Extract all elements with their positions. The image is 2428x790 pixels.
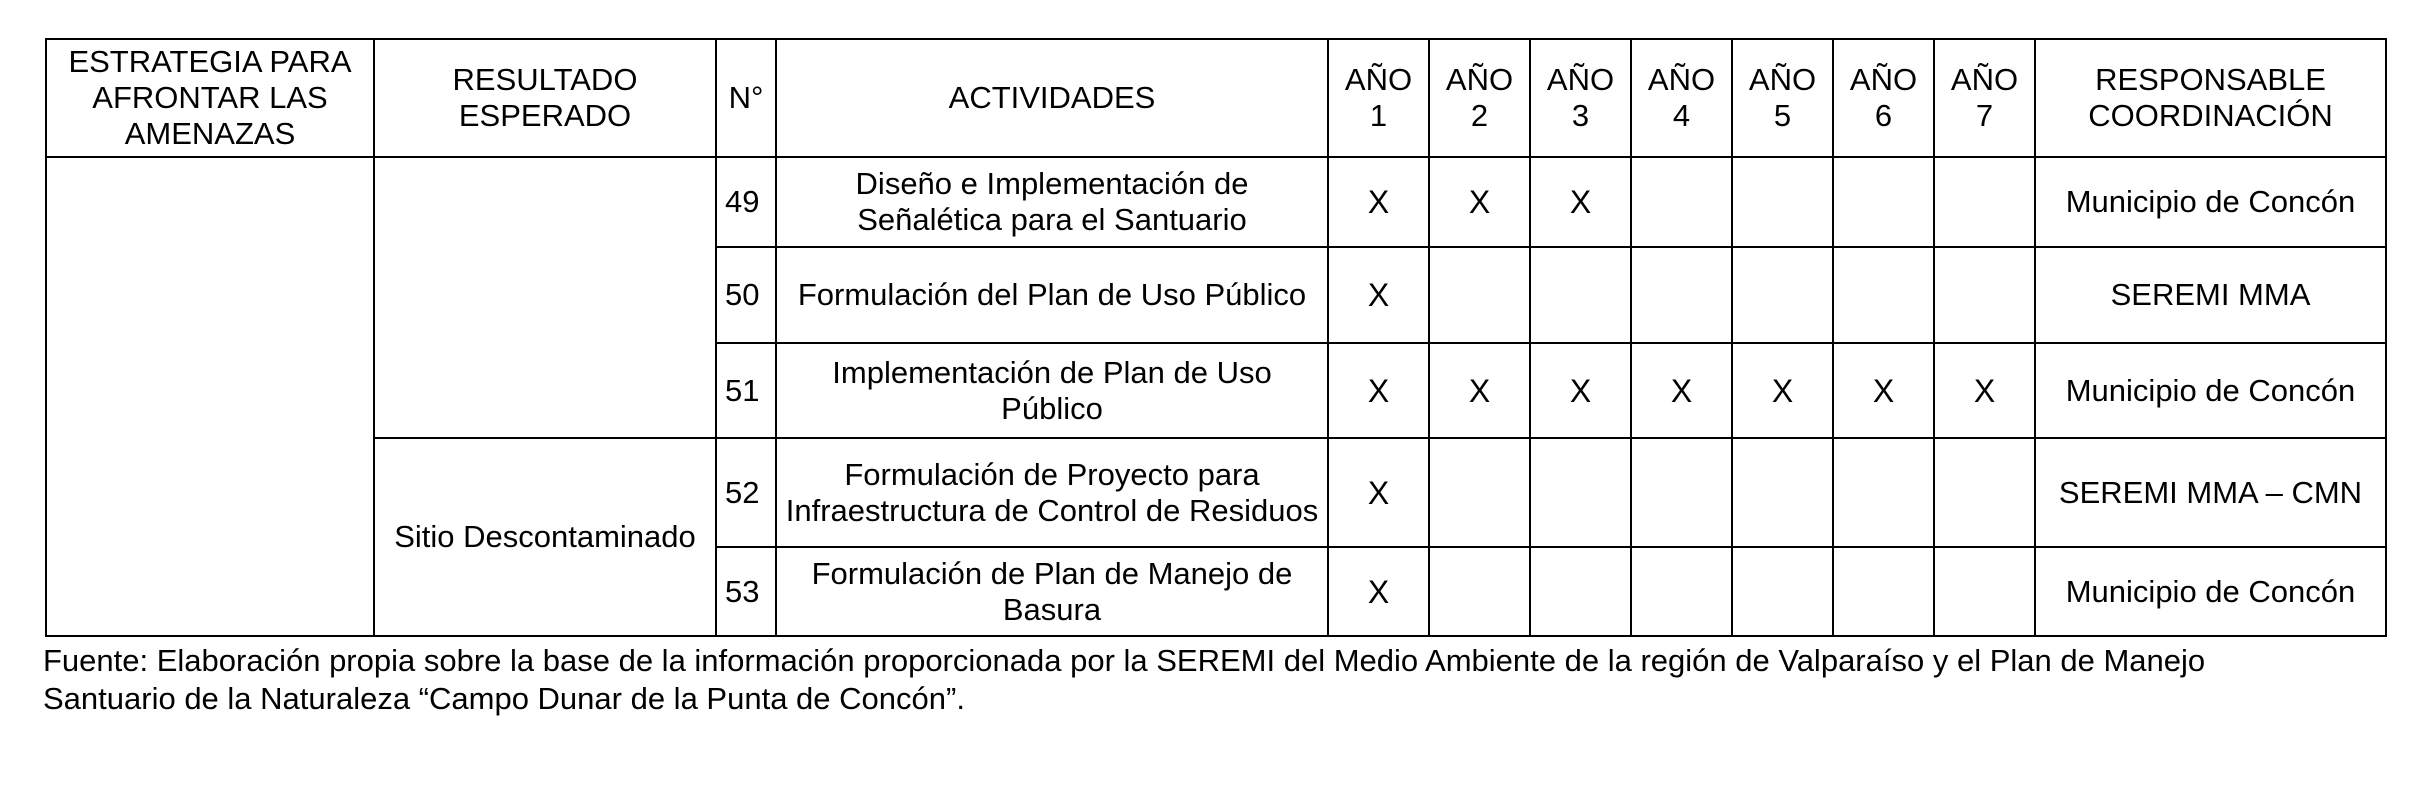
activity-cell: Formulación de Plan de Manejo de Basura — [776, 547, 1328, 636]
responsable-cell: Municipio de Concón — [2035, 547, 2386, 636]
header-resultado: RESULTADO ESPERADO — [374, 39, 716, 157]
year-5-mark: X — [1732, 343, 1833, 438]
header-year-3: AÑO 3 — [1530, 39, 1631, 157]
table-row — [46, 157, 2386, 247]
row-number: 50 — [716, 247, 776, 343]
year-6-mark — [1833, 247, 1934, 343]
header-year-4: AÑO 4 — [1631, 39, 1732, 157]
header-actividades: ACTIVIDADES — [776, 39, 1328, 157]
row-number: 51 — [716, 343, 776, 438]
year-5-mark — [1732, 157, 1833, 247]
activity-cell: Formulación de Proyecto para Infraestructura de Control de Residuos — [776, 438, 1328, 547]
year-6-mark: X — [1833, 343, 1934, 438]
year-3-mark: X — [1530, 343, 1631, 438]
year-1-mark: X — [1328, 247, 1429, 343]
table-header-row — [46, 39, 2386, 157]
responsable-cell: SEREMI MMA — [2035, 247, 2386, 343]
year-6-mark — [1833, 438, 1934, 547]
header-year-2: AÑO 2 — [1429, 39, 1530, 157]
resultado-cell — [374, 157, 716, 438]
row-number: 53 — [716, 547, 776, 636]
responsable-cell: SEREMI MMA – CMN — [2035, 438, 2386, 547]
year-4-mark — [1631, 157, 1732, 247]
responsable-cell: Municipio de Concón — [2035, 157, 2386, 247]
year-1-mark: X — [1328, 438, 1429, 547]
row-number: 52 — [716, 438, 776, 547]
year-6-mark — [1833, 547, 1934, 636]
year-7-mark — [1934, 157, 2035, 247]
activity-cell: Formulación del Plan de Uso Público — [776, 247, 1328, 343]
header-year-1: AÑO 1 — [1328, 39, 1429, 157]
header-numero: N° — [716, 39, 776, 157]
year-5-mark — [1732, 438, 1833, 547]
activities-table — [45, 38, 2387, 637]
year-2-mark — [1429, 547, 1530, 636]
activity-cell: Implementación de Plan de Uso Público — [776, 343, 1328, 438]
footnote-line-2: Santuario de la Naturaleza “Campo Dunar de la Punta de Concón”. — [43, 681, 965, 716]
estrategia-cell — [46, 157, 374, 636]
year-5-mark — [1732, 247, 1833, 343]
year-7-mark: X — [1934, 343, 2035, 438]
header-responsable: RESPONSABLE COORDINACIÓN — [2035, 39, 2386, 157]
year-4-mark — [1631, 547, 1732, 636]
year-3-mark: X — [1530, 157, 1631, 247]
year-7-mark — [1934, 247, 2035, 343]
year-3-mark — [1530, 247, 1631, 343]
year-6-mark — [1833, 157, 1934, 247]
activity-cell: Diseño e Implementación de Señalética para el Santuario — [776, 157, 1328, 247]
year-2-mark — [1429, 438, 1530, 547]
header-year-6: AÑO 6 — [1833, 39, 1934, 157]
source-footnote — [43, 642, 2413, 718]
row-number: 49 — [716, 157, 776, 247]
year-3-mark — [1530, 547, 1631, 636]
year-7-mark — [1934, 547, 2035, 636]
year-2-mark: X — [1429, 157, 1530, 247]
year-1-mark: X — [1328, 157, 1429, 247]
year-1-mark: X — [1328, 547, 1429, 636]
document-page — [45, 38, 2385, 637]
year-4-mark: X — [1631, 343, 1732, 438]
resultado-cell: Sitio Descontaminado — [374, 438, 716, 636]
year-7-mark — [1934, 438, 2035, 547]
year-5-mark — [1732, 547, 1833, 636]
year-4-mark — [1631, 438, 1732, 547]
year-2-mark: X — [1429, 343, 1530, 438]
header-year-5: AÑO 5 — [1732, 39, 1833, 157]
header-estrategia: ESTRATEGIA PARA AFRONTAR LAS AMENAZAS — [46, 39, 374, 157]
year-4-mark — [1631, 247, 1732, 343]
responsable-cell: Municipio de Concón — [2035, 343, 2386, 438]
footnote-line-1: Fuente: Elaboración propia sobre la base de la información proporcionada por la SEREMI del Medio Ambiente de la región de Valparaíso y el Plan de Manejo — [43, 643, 2206, 678]
year-3-mark — [1530, 438, 1631, 547]
table-row — [46, 438, 2386, 547]
year-1-mark: X — [1328, 343, 1429, 438]
header-year-7: AÑO 7 — [1934, 39, 2035, 157]
year-2-mark — [1429, 247, 1530, 343]
